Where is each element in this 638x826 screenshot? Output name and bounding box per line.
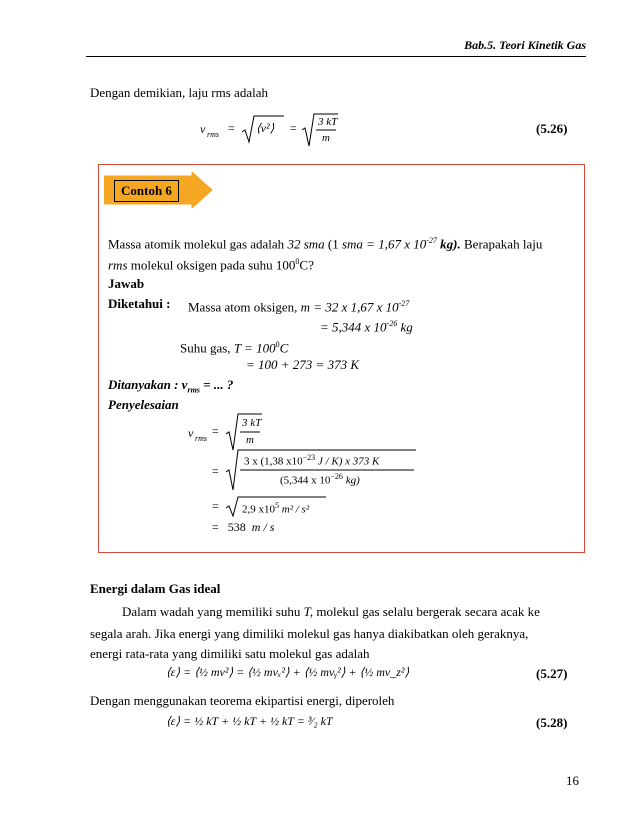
equation-5-28: ⟨ε⟩ = ½ kT + ½ kT + ½ kT = ³⁄₂ kT (166, 714, 333, 728)
solution-step-2: = 3 x (1,38 $x10^{-23}$ J / K) x 373 K (5,344 x $10^{-26}$ kg) (212, 448, 422, 492)
equation-label-5-26: (5.26) (536, 121, 568, 136)
equation-label-5-28: (5.28) (536, 715, 568, 730)
equipartition-text: Dengan menggunakan teorema ekipartisi energi, diperoleh (90, 693, 395, 708)
page-number: 16 (566, 773, 579, 788)
jawab-label: Jawab (108, 276, 145, 291)
intro-text: Dengan demikian, laju rms adalah (90, 85, 268, 100)
paragraph-line3: energi rata-rata yang dimiliki satu molekul gas adalah (90, 646, 370, 661)
massa-result: = 5,344 x $10^{-26}$ kg (320, 319, 413, 335)
diketahui-label: Diketahui : (108, 296, 171, 311)
massa-line: Massa atom oksigen, m = 32 x 1,67 x $10^{-27}$ (188, 299, 410, 315)
equation-label-5-27: (5.27) (536, 666, 568, 681)
example-problem-line1: Massa atomik molekul gas adalah 32 sma (1 sma = 1,67 x $10^{-27}$ kg). Berapakah laju (108, 236, 543, 252)
example-badge-label: Contoh 6 (114, 180, 179, 202)
header-rule (86, 56, 586, 57)
suhu-result: = 100 + 273 = 373 K (246, 357, 359, 372)
chapter-header: Bab.5. Teori Kinetik Gas (464, 38, 586, 52)
solution-step-3: = 2,9 $x10^5$ m² / s² (212, 496, 332, 518)
solution-step-1: v rms = 3 kT m (188, 412, 278, 452)
equation-5-27: ⟨ε⟩ = ⟨½ mv²⟩ = ⟨½ mvₓ²⟩ + ⟨½ mvᵧ²⟩ + ⟨½ mv_z²⟩ (166, 665, 410, 679)
ditanyakan-line: Ditanyakan : $v_{rms}$ = ... ? (108, 377, 234, 395)
penyelesaian-label: Penyelesaian (108, 397, 179, 412)
section-title: Energi dalam Gas ideal (90, 581, 221, 596)
equation-5-26: v rms = ⟨v²⟩ = 3 kT m (200, 116, 338, 144)
suhu-line: Suhu gas, $T = 100^0C$ (180, 340, 289, 356)
solution-step-4: = 538 m / s (212, 520, 275, 534)
example-problem-line2: rms molekul oksigen pada suhu $100^0C$? (108, 257, 314, 273)
paragraph-line2: segala arah. Jika energi yang dimiliki molekul gas hanya diakibatkan oleh geraknya, (90, 626, 529, 641)
paragraph-line1: Dalam wadah yang memiliki suhu T, molekul gas selalu bergerak secara acak ke (122, 604, 540, 619)
